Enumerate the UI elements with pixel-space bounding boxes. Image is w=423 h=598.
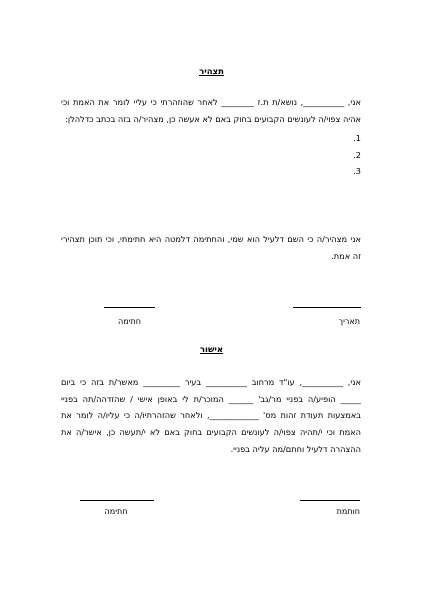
declaration-item-1: 1. — [353, 133, 361, 143]
declaration-item-2: 2. — [353, 149, 361, 160]
approval-title: אישור — [199, 345, 224, 355]
approval-stamp-line — [300, 500, 360, 501]
declaration-closing: אני מצהיר/ה כי השם דלעיל הוא שמי, והחתימה דלמטה היא חתימתי, וכי תוכן תצהירי זה אמת. — [61, 234, 361, 261]
declaration-signature-label: חתימה — [118, 317, 141, 326]
approval-body: אני, __________, עו"ד מרחוב __________ בעיר _________ מאשר/ת בזה כי ביום _____ הופיע/ה בפניי מר/גב' ______ המוכר/ת לי באופן אישי / שהזדהה/תה בפניי באמצעות תעודת זהות מס' ____________, ולאחר שהזהרתיו/ה כי עליו/ה לומר את האמת וכי י/תהיה צפוי/ה לעונשים הקבועים בחוק באם לא י/תעשה כן, אישר/ה את ההצהרה דלעיל וחתם/מה עליה בפניי. — [61, 377, 361, 454]
declaration-signature-line — [104, 307, 155, 308]
declaration-items — [301, 130, 361, 180]
declaration-date-label: תאריך — [338, 317, 360, 326]
declaration-date-line — [293, 307, 361, 308]
approval-stamp-label: חותמת — [336, 507, 360, 516]
declaration-title: תצהיר — [199, 67, 224, 77]
declaration-item-3: 3. — [353, 166, 361, 176]
approval-signature-label: חתימה — [104, 507, 128, 516]
declaration-body: אני, __________, נושא/ת ת.ז ________ לאחר שהוזהרתי כי עליי לומר את האמת וכי אהיה צפוי/ה לעונשים הקבועים בחוק באם לא אעשה כן, מצהיר/ה בזה בכתב כדלהלן: — [61, 97, 361, 124]
approval-signature-line — [80, 500, 154, 501]
